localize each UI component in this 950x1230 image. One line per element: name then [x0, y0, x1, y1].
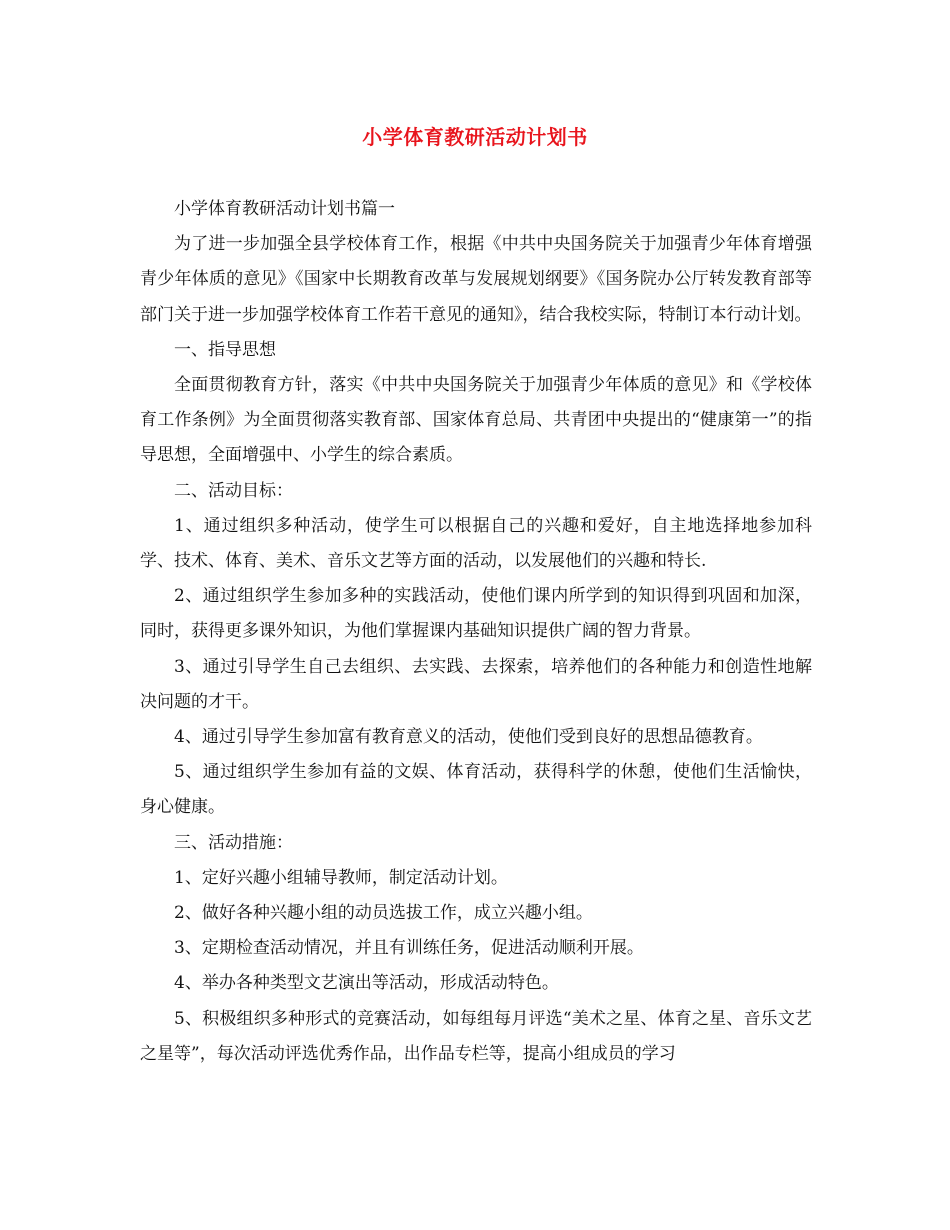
- paragraph-measure-5: 5、积极组织多种形式的竞赛活动，如每组每月评选“美术之星、体育之星、音乐文艺之星等”，每次活动评选优秀作品，出作品专栏等，提高小组成员的学习: [140, 1008, 812, 1064]
- paragraph-measure-2: 2、做好各种兴趣小组的动员选拔工作，成立兴趣小组。: [174, 903, 593, 924]
- paragraph-guiding-thought: 全面贯彻教育方针，落实《中共中央国务院关于加强青少年体质的意见》和《学校体育工作条例》为全面贯彻落实教育部、国家体育总局、共青团中央提出的“健康第一”的指导思想，全面增强中、小学生的综合素质。: [140, 375, 812, 466]
- paragraph-goal-4: 4、通过引导学生参加富有教育意义的活动，使他们受到良好的思想品德教育。: [174, 727, 763, 748]
- document-title: 小学体育教研活动计划书: [362, 125, 588, 149]
- section-heading-guiding-thought: 一、指导思想: [174, 339, 276, 360]
- paragraph-goal-1: 1、通过组织多种活动，使学生可以根据自己的兴趣和爱好，自主地选择地参加科学、技术、体育、美术、音乐文艺等方面的活动，以发展他们的兴趣和特长.: [140, 515, 812, 572]
- paragraph-goal-2: 2、通过组织学生参加多种的实践活动，使他们课内所学到的知识得到巩固和加深，同时，获得更多课外知识，为他们掌握课内基础知识提供广阔的智力背景。: [140, 586, 812, 642]
- document-body: [140, 192, 812, 1072]
- paragraph-measure-4: 4、举办各种类型文艺演出等活动，形成活动特色。: [174, 973, 559, 994]
- paragraph-goal-5: 5、通过组织学生参加有益的文娱、体育活动，获得科学的休憩，使他们生活愉快，身心健康。: [140, 762, 812, 818]
- paragraph-intro: 为了进一步加强全县学校体育工作，根据《中共中央国务院关于加强青少年体育增强青少年体质的意见》《国家中长期教育改革与发展规划纲要》《国务院办公厅转发教育部等部门关于进一步加强学校体育工作若干意见的通知》，结合我校实际，特制订本行动计划。: [140, 234, 812, 325]
- section-heading-goals: 二、活动目标：: [174, 480, 293, 501]
- paragraph-measure-3: 3、定期检查活动情况，并且有训练任务，促进活动顺利开展。: [174, 938, 644, 959]
- paragraph-goal-3: 3、通过引导学生自己去组织、去实践、去探索，培养他们的各种能力和创造性地解决问题的才干。: [140, 656, 812, 712]
- paragraph-measure-1: 1、定好兴趣小组辅导教师，制定活动计划。: [174, 867, 508, 888]
- section-heading-measures: 三、活动措施：: [174, 832, 293, 853]
- paragraph-subtitle: 小学体育教研活动计划书篇一: [174, 199, 395, 219]
